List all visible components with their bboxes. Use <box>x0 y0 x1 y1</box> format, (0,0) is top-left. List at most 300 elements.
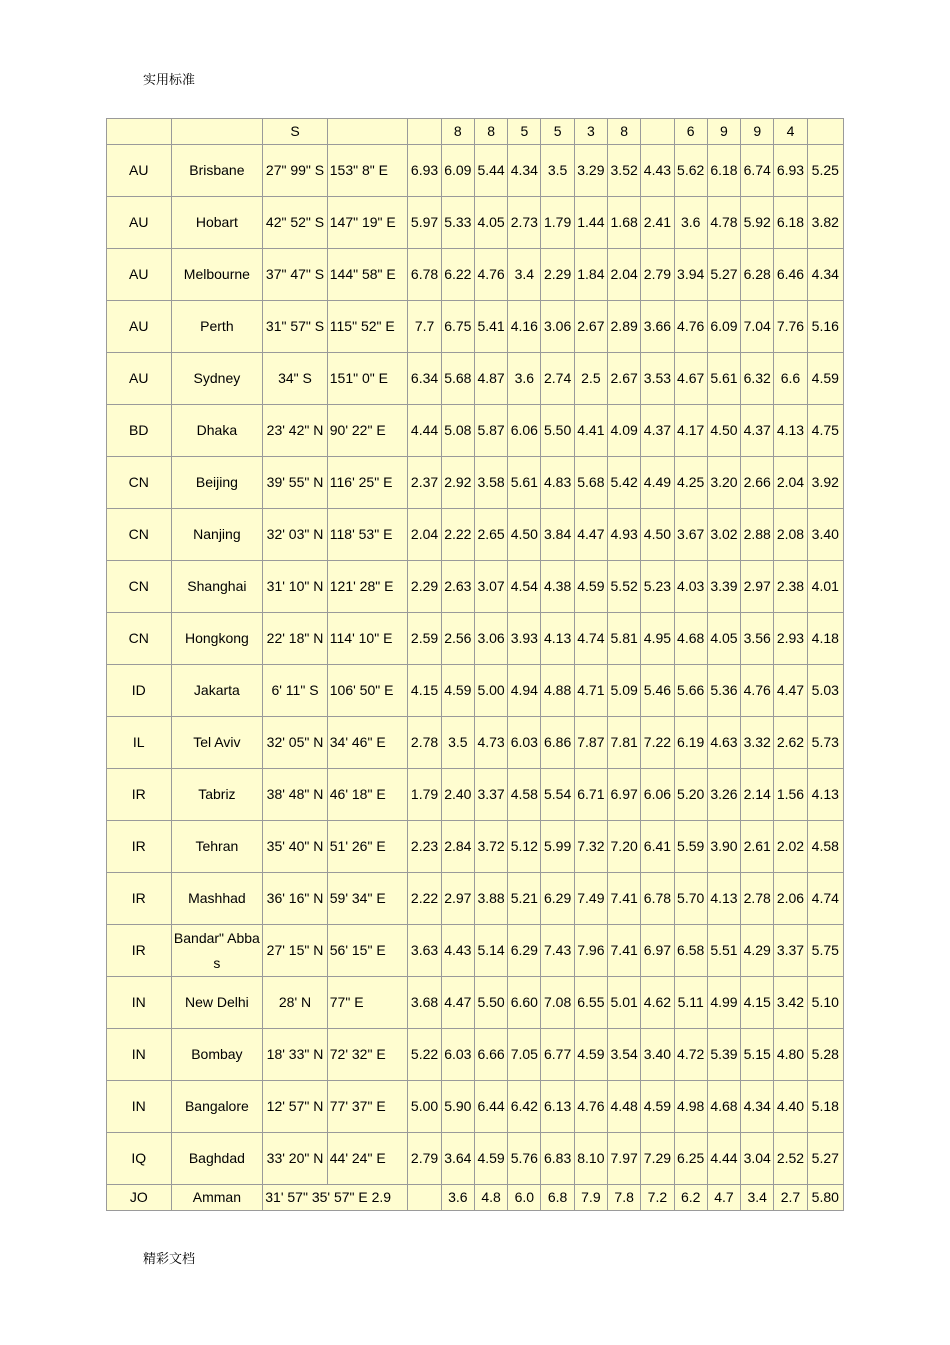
table-row <box>107 457 844 509</box>
month-value-cell: 5.41 <box>474 301 507 353</box>
month-value-cell: 5.44 <box>474 145 507 197</box>
latitude-cell: 18' 33" N <box>263 1029 328 1081</box>
month-value-cell: 2.29 <box>408 561 441 613</box>
month-value-cell: 6.74 <box>741 145 774 197</box>
table-cell: 8 <box>441 119 474 145</box>
city-cell: Tel Aviv <box>171 717 263 769</box>
month-value-cell: 4.59 <box>441 665 474 717</box>
month-value-cell: 2.04 <box>408 509 441 561</box>
average-cell: 5.03 <box>807 665 843 717</box>
month-value-cell: 6.78 <box>641 873 674 925</box>
month-value-cell: 4.16 <box>508 301 541 353</box>
month-value-cell: 4.58 <box>508 769 541 821</box>
table-row <box>107 1081 844 1133</box>
table-cell: 3 <box>574 119 607 145</box>
month-value-cell: 6.78 <box>408 249 441 301</box>
month-value-cell: 4.47 <box>774 665 807 717</box>
month-value-cell: 5.62 <box>674 145 707 197</box>
month-value-cell: 6.58 <box>674 925 707 977</box>
month-value-cell: 6.03 <box>441 1029 474 1081</box>
table-row <box>107 717 844 769</box>
month-value-cell: 5.61 <box>707 353 740 405</box>
month-value-cell: 5.01 <box>608 977 641 1029</box>
month-value-cell: 2.29 <box>541 249 574 301</box>
table-row <box>107 925 844 977</box>
month-value-cell: 2.63 <box>441 561 474 613</box>
longitude-cell: 77' 37" E <box>327 1081 408 1133</box>
month-value-cell: 2.59 <box>408 613 441 665</box>
city-cell: Sydney <box>171 353 263 405</box>
month-value-cell: 6.6 <box>774 353 807 405</box>
month-value-cell: 6.60 <box>508 977 541 1029</box>
month-value-cell: 5.08 <box>441 405 474 457</box>
table-row <box>107 561 844 613</box>
month-value-cell: 5.90 <box>441 1081 474 1133</box>
month-value-cell: 4.76 <box>574 1081 607 1133</box>
month-value-cell: 2.97 <box>441 873 474 925</box>
month-value-cell: 3.6 <box>674 197 707 249</box>
month-value-cell: 4.50 <box>508 509 541 561</box>
month-value-cell: 2.97 <box>741 561 774 613</box>
longitude-cell: 72' 32" E <box>327 1029 408 1081</box>
month-value-cell: 7.08 <box>541 977 574 1029</box>
country-code-cell: IR <box>107 821 172 873</box>
month-value-cell: 6.22 <box>441 249 474 301</box>
table-cell: 8 <box>608 119 641 145</box>
country-code-cell: IL <box>107 717 172 769</box>
table-cell <box>107 119 172 145</box>
month-value-cell: 4.74 <box>574 613 607 665</box>
longitude-cell: 147" 19" E <box>327 197 408 249</box>
month-value-cell: 4.43 <box>441 925 474 977</box>
table-cell: 5 <box>508 119 541 145</box>
longitude-cell: 115" 52" E <box>327 301 408 353</box>
month-value-cell: 5.50 <box>541 405 574 457</box>
page-footer: 精彩文档 <box>143 1252 196 1267</box>
country-code-cell: JO <box>107 1185 172 1211</box>
longitude-cell: 153" 8" E <box>327 145 408 197</box>
month-value-cell: 2.37 <box>408 457 441 509</box>
month-value-cell: 5.12 <box>508 821 541 873</box>
month-value-cell: 2.74 <box>541 353 574 405</box>
country-code-cell: CN <box>107 457 172 509</box>
latitude-cell: 23' 42" N <box>263 405 328 457</box>
month-value-cell: 5.20 <box>674 769 707 821</box>
month-value-cell: 7.97 <box>608 1133 641 1185</box>
month-value-cell: 6.06 <box>641 769 674 821</box>
month-value-cell: 6.03 <box>508 717 541 769</box>
month-value-cell: 6.19 <box>674 717 707 769</box>
month-value-cell: 6.25 <box>674 1133 707 1185</box>
month-value-cell: 4.29 <box>741 925 774 977</box>
average-cell: 5.73 <box>807 717 843 769</box>
month-value-cell: 4.93 <box>608 509 641 561</box>
table-cell <box>807 119 843 145</box>
city-cell: Perth <box>171 301 263 353</box>
average-cell: 3.82 <box>807 197 843 249</box>
latitude-cell: 33' 20" N <box>263 1133 328 1185</box>
latitude-cell: 37" 47" S <box>263 249 328 301</box>
country-code-cell: IN <box>107 977 172 1029</box>
month-value-cell: 5.81 <box>608 613 641 665</box>
month-value-cell: 6.42 <box>508 1081 541 1133</box>
average-cell: 4.59 <box>807 353 843 405</box>
month-value-cell: 3.5 <box>441 717 474 769</box>
month-value-cell: 6.09 <box>441 145 474 197</box>
month-value-cell: 6.46 <box>774 249 807 301</box>
month-value-cell: 5.68 <box>574 457 607 509</box>
latitude-cell: 39' 55" N <box>263 457 328 509</box>
average-cell: 4.58 <box>807 821 843 873</box>
longitude-cell: 59' 34" E <box>327 873 408 925</box>
month-value-cell: 4.17 <box>674 405 707 457</box>
month-value-cell: 2.7 <box>774 1185 807 1211</box>
lat-lon-cell: 31' 57" 35' 57" E 2.9 <box>263 1185 408 1211</box>
month-value-cell: 4.95 <box>641 613 674 665</box>
month-value-cell: 5.09 <box>608 665 641 717</box>
month-value-cell: 4.88 <box>541 665 574 717</box>
latitude-cell: 31" 57" S <box>263 301 328 353</box>
city-cell: Hobart <box>171 197 263 249</box>
month-value-cell: 2.84 <box>441 821 474 873</box>
longitude-cell: 144" 58" E <box>327 249 408 301</box>
month-value-cell: 6.09 <box>707 301 740 353</box>
country-code-cell: AU <box>107 353 172 405</box>
table-cell: S <box>263 119 328 145</box>
table-cell: 9 <box>707 119 740 145</box>
month-value-cell: 4.87 <box>474 353 507 405</box>
month-value-cell: 5.66 <box>674 665 707 717</box>
longitude-cell: 46' 18" E <box>327 769 408 821</box>
month-value-cell: 6.34 <box>408 353 441 405</box>
month-value-cell: 6.13 <box>541 1081 574 1133</box>
month-value-cell: 4.05 <box>474 197 507 249</box>
month-value-cell: 4.34 <box>508 145 541 197</box>
month-value-cell: 2.02 <box>774 821 807 873</box>
month-value-cell: 3.66 <box>641 301 674 353</box>
month-value-cell: 3.4 <box>508 249 541 301</box>
table-cell <box>408 119 441 145</box>
month-value-cell: 1.79 <box>541 197 574 249</box>
month-value-cell: 3.90 <box>707 821 740 873</box>
average-cell: 4.74 <box>807 873 843 925</box>
month-value-cell: 2.04 <box>608 249 641 301</box>
month-value-cell: 4.13 <box>541 613 574 665</box>
table-row <box>107 665 844 717</box>
month-value-cell: 5.68 <box>441 353 474 405</box>
month-value-cell: 4.50 <box>641 509 674 561</box>
month-value-cell: 6.75 <box>441 301 474 353</box>
city-cell: Hongkong <box>171 613 263 665</box>
solar-data-table <box>106 118 844 1211</box>
month-value-cell: 2.41 <box>641 197 674 249</box>
city-cell: Dhaka <box>171 405 263 457</box>
longitude-cell: 56' 15" E <box>327 925 408 977</box>
average-cell: 5.28 <box>807 1029 843 1081</box>
month-value-cell: 4.59 <box>574 561 607 613</box>
table-row <box>107 821 844 873</box>
month-value-cell: 5.59 <box>674 821 707 873</box>
month-value-cell: 4.41 <box>574 405 607 457</box>
month-value-cell: 6.66 <box>474 1029 507 1081</box>
country-code-cell: AU <box>107 145 172 197</box>
month-value-cell: 4.54 <box>508 561 541 613</box>
month-value-cell: 5.27 <box>707 249 740 301</box>
table-row <box>107 301 844 353</box>
month-value-cell: 3.29 <box>574 145 607 197</box>
month-value-cell: 6.93 <box>774 145 807 197</box>
month-value-cell: 3.40 <box>641 1029 674 1081</box>
month-value-cell: 7.29 <box>641 1133 674 1185</box>
table-row <box>107 1185 844 1211</box>
month-value-cell: 6.29 <box>508 925 541 977</box>
month-value-cell: 3.20 <box>707 457 740 509</box>
month-value-cell: 2.79 <box>408 1133 441 1185</box>
month-value-cell: 3.39 <box>707 561 740 613</box>
average-cell: 3.92 <box>807 457 843 509</box>
latitude-cell: 27" 99" S <box>263 145 328 197</box>
city-cell: Jakarta <box>171 665 263 717</box>
table-cell: 5 <box>541 119 574 145</box>
month-value-cell: 3.68 <box>408 977 441 1029</box>
month-value-cell: 2.92 <box>441 457 474 509</box>
month-value-cell: 5.39 <box>707 1029 740 1081</box>
month-value-cell: 6.71 <box>574 769 607 821</box>
month-value-cell: 4.98 <box>674 1081 707 1133</box>
month-value-cell: 4.62 <box>641 977 674 1029</box>
month-value-cell: 4.44 <box>408 405 441 457</box>
average-cell: 5.10 <box>807 977 843 1029</box>
month-value-cell: 7.8 <box>608 1185 641 1211</box>
country-code-cell: IR <box>107 873 172 925</box>
table-cell <box>171 119 263 145</box>
month-value-cell: 7.87 <box>574 717 607 769</box>
month-value-cell: 4.71 <box>574 665 607 717</box>
month-value-cell: 4.63 <box>707 717 740 769</box>
month-value-cell: 3.37 <box>774 925 807 977</box>
table-cell: 4 <box>774 119 807 145</box>
latitude-cell: 31' 10" N <box>263 561 328 613</box>
table-row <box>107 197 844 249</box>
table-row <box>107 769 844 821</box>
average-cell: 5.27 <box>807 1133 843 1185</box>
longitude-cell: 90' 22" E <box>327 405 408 457</box>
country-code-cell: IN <box>107 1081 172 1133</box>
month-value-cell: 2.93 <box>774 613 807 665</box>
table-row <box>107 613 844 665</box>
month-value-cell: 4.94 <box>508 665 541 717</box>
latitude-cell: 34" S <box>263 353 328 405</box>
month-value-cell: 4.83 <box>541 457 574 509</box>
longitude-cell: 77" E <box>327 977 408 1029</box>
month-value-cell: 6.32 <box>741 353 774 405</box>
month-value-cell: 3.56 <box>741 613 774 665</box>
month-value-cell: 2.79 <box>641 249 674 301</box>
month-value-cell: 2.40 <box>441 769 474 821</box>
country-code-cell: IN <box>107 1029 172 1081</box>
month-value-cell: 4.43 <box>641 145 674 197</box>
table-row <box>107 1133 844 1185</box>
longitude-cell: 51' 26" E <box>327 821 408 873</box>
month-value-cell: 3.58 <box>474 457 507 509</box>
month-value-cell: 2.73 <box>508 197 541 249</box>
month-value-cell: 2.5 <box>574 353 607 405</box>
month-value-cell: 7.76 <box>774 301 807 353</box>
country-code-cell: AU <box>107 249 172 301</box>
table-cell <box>327 119 408 145</box>
month-value-cell: 2.62 <box>774 717 807 769</box>
month-value-cell: 6.97 <box>608 769 641 821</box>
month-value-cell: 2.22 <box>408 873 441 925</box>
month-value-cell: 6.55 <box>574 977 607 1029</box>
month-value-cell: 2.14 <box>741 769 774 821</box>
month-value-cell: 5.61 <box>508 457 541 509</box>
country-code-cell: IR <box>107 769 172 821</box>
latitude-cell: 6' 11" S <box>263 665 328 717</box>
month-value-cell: 3.6 <box>508 353 541 405</box>
month-value-cell: 4.05 <box>707 613 740 665</box>
month-value-cell: 4.48 <box>608 1081 641 1133</box>
month-value-cell: 5.76 <box>508 1133 541 1185</box>
month-value-cell: 3.64 <box>441 1133 474 1185</box>
month-value-cell: 6.41 <box>641 821 674 873</box>
month-value-cell: 5.00 <box>474 665 507 717</box>
month-value-cell: 5.33 <box>441 197 474 249</box>
month-value-cell: 6.0 <box>508 1185 541 1211</box>
city-cell: Melbourne <box>171 249 263 301</box>
month-value-cell: 4.09 <box>608 405 641 457</box>
month-value-cell: 6.93 <box>408 145 441 197</box>
month-value-cell: 4.68 <box>707 1081 740 1133</box>
month-value-cell: 4.37 <box>641 405 674 457</box>
month-value-cell: 2.78 <box>741 873 774 925</box>
city-cell: Tehran <box>171 821 263 873</box>
table-row <box>107 873 844 925</box>
page-header: 实用标准 <box>143 73 196 88</box>
table-cell: 9 <box>741 119 774 145</box>
month-value-cell: 2.61 <box>741 821 774 873</box>
longitude-cell: 106' 50" E <box>327 665 408 717</box>
month-value-cell: 3.94 <box>674 249 707 301</box>
month-value-cell: 3.52 <box>608 145 641 197</box>
month-value-cell: 4.7 <box>707 1185 740 1211</box>
month-value-cell: 4.72 <box>674 1029 707 1081</box>
month-value-cell: 4.99 <box>707 977 740 1029</box>
month-value-cell: 4.59 <box>474 1133 507 1185</box>
month-value-cell: 5.50 <box>474 977 507 1029</box>
table-cell: 6 <box>674 119 707 145</box>
month-value-cell: 1.44 <box>574 197 607 249</box>
month-value-cell: 4.47 <box>441 977 474 1029</box>
month-value-cell: 2.89 <box>608 301 641 353</box>
country-code-cell: AU <box>107 197 172 249</box>
month-value-cell: 2.67 <box>608 353 641 405</box>
month-value-cell: 1.68 <box>608 197 641 249</box>
month-value-cell: 3.4 <box>741 1185 774 1211</box>
average-cell: 5.16 <box>807 301 843 353</box>
latitude-cell: 32' 05" N <box>263 717 328 769</box>
average-cell: 4.13 <box>807 769 843 821</box>
table-cell <box>641 119 674 145</box>
month-value-cell: 2.38 <box>774 561 807 613</box>
month-value-cell: 4.8 <box>474 1185 507 1211</box>
month-value-cell: 5.46 <box>641 665 674 717</box>
month-value-cell: 6.8 <box>541 1185 574 1211</box>
month-value-cell: 5.42 <box>608 457 641 509</box>
country-code-cell: IR <box>107 925 172 977</box>
month-value-cell: 6.18 <box>707 145 740 197</box>
month-value-cell: 3.06 <box>541 301 574 353</box>
month-value-cell: 7.22 <box>641 717 674 769</box>
month-value-cell: 5.22 <box>408 1029 441 1081</box>
table-row <box>107 977 844 1029</box>
month-value-cell: 4.67 <box>674 353 707 405</box>
month-value-cell: 5.92 <box>741 197 774 249</box>
month-value-cell: 2.67 <box>574 301 607 353</box>
month-value-cell: 7.20 <box>608 821 641 873</box>
table-row <box>107 145 844 197</box>
month-value-cell: 6.18 <box>774 197 807 249</box>
longitude-cell: 114' 10" E <box>327 613 408 665</box>
average-cell: 5.75 <box>807 925 843 977</box>
month-value-cell: 3.37 <box>474 769 507 821</box>
month-value-cell: 3.5 <box>541 145 574 197</box>
table-cell: 8 <box>474 119 507 145</box>
month-value-cell: 7.7 <box>408 301 441 353</box>
longitude-cell: 151" 0" E <box>327 353 408 405</box>
month-value-cell: 3.26 <box>707 769 740 821</box>
table-row <box>107 1029 844 1081</box>
city-cell: Brisbane <box>171 145 263 197</box>
city-cell: New Delhi <box>171 977 263 1029</box>
month-value-cell: 2.52 <box>774 1133 807 1185</box>
month-value-cell: 4.78 <box>707 197 740 249</box>
month-value-cell: 6.06 <box>508 405 541 457</box>
month-value-cell: 2.04 <box>774 457 807 509</box>
month-value-cell: 3.07 <box>474 561 507 613</box>
month-value-cell: 7.04 <box>741 301 774 353</box>
month-value-cell: 3.54 <box>608 1029 641 1081</box>
month-value-cell: 2.06 <box>774 873 807 925</box>
month-value-cell: 4.80 <box>774 1029 807 1081</box>
month-value-cell: 6.29 <box>541 873 574 925</box>
average-cell: 3.40 <box>807 509 843 561</box>
month-value-cell: 5.36 <box>707 665 740 717</box>
city-cell: Amman <box>171 1185 263 1211</box>
city-cell: Bangalore <box>171 1081 263 1133</box>
month-value-cell <box>408 1185 441 1211</box>
longitude-cell: 121' 28" E <box>327 561 408 613</box>
latitude-cell: 36' 16" N <box>263 873 328 925</box>
month-value-cell: 6.77 <box>541 1029 574 1081</box>
table-row <box>107 353 844 405</box>
month-value-cell: 5.97 <box>408 197 441 249</box>
city-cell: Beijing <box>171 457 263 509</box>
month-value-cell: 7.81 <box>608 717 641 769</box>
average-cell: 5.18 <box>807 1081 843 1133</box>
country-code-cell: ID <box>107 665 172 717</box>
table-row <box>107 249 844 301</box>
month-value-cell: 7.9 <box>574 1185 607 1211</box>
month-value-cell: 6.2 <box>674 1185 707 1211</box>
latitude-cell: 27' 15" N <box>263 925 328 977</box>
longitude-cell: 116' 25" E <box>327 457 408 509</box>
month-value-cell: 4.13 <box>774 405 807 457</box>
month-value-cell: 3.72 <box>474 821 507 873</box>
city-cell: Baghdad <box>171 1133 263 1185</box>
month-value-cell: 6.44 <box>474 1081 507 1133</box>
country-code-cell: CN <box>107 561 172 613</box>
